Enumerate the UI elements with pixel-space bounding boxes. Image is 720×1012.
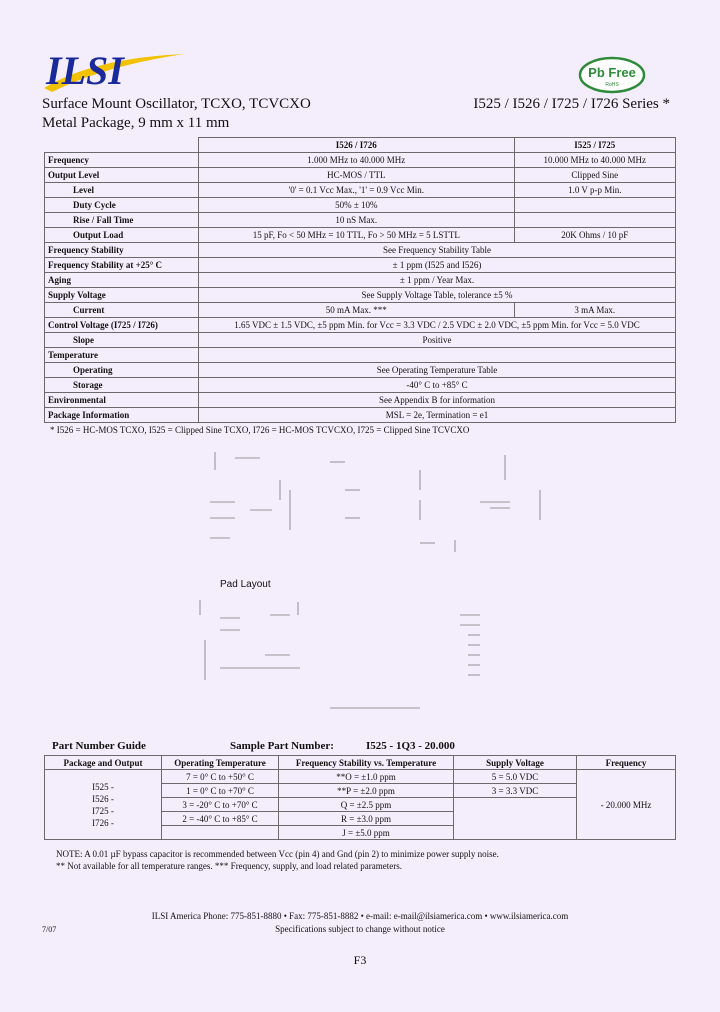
sample-part-number-label: Sample Part Number: [230, 740, 334, 752]
revision-date: 7/07 [42, 925, 57, 934]
pad-layout-label: Pad Layout [220, 579, 271, 590]
row-aging: Aging ± 1 ppm / Year Max. [45, 273, 676, 288]
pn-header-package: Package and Output [45, 756, 162, 770]
row-frequency-stability: Frequency Stability See Frequency Stability Table [45, 243, 676, 258]
row-frequency: Frequency 1.000 MHz to 40.000 MHz 10.000 MHz to 40.000 MHz [45, 153, 676, 168]
pb-free-text: Pb Free [588, 65, 636, 80]
row-control-voltage: Control Voltage (I725 / I726) 1.65 VDC ± 1.5 VDC, ±5 ppm Min. for Vcc = 3.3 VDC / 2.5 VDC ± 2.0 VDC, ±5 ppm Min. for Vcc = 5.0 VDC [45, 318, 676, 333]
title-line-2: Metal Package, 9 mm x 11 mm [42, 115, 230, 131]
sample-part-number-value: I525 - 1Q3 - 20.000 [366, 740, 455, 752]
pb-free-badge [578, 55, 646, 95]
spec-header-row [45, 138, 676, 153]
row-rise-fall: Rise / Fall Time 10 nS Max. [45, 213, 676, 228]
row-supply-voltage: Supply Voltage See Supply Voltage Table, tolerance ±5 % [45, 288, 676, 303]
pn-packages: I525 - I526 - I725 - I726 - [45, 770, 162, 840]
pn-header-frequency: Frequency [577, 756, 676, 770]
row-current: Current 50 mA Max. *** 3 mA Max. [45, 303, 676, 318]
footnote-series: * I526 = HC-MOS TCXO, I525 = Clipped Sine TCXO, I726 = HC-MOS TCVCXO, I725 = Clipped Sine TCVCXO [50, 425, 470, 435]
part-number-guide-title: Part Number Guide [52, 740, 146, 752]
row-output-level: Output Level HC-MOS / TTL Clipped Sine [45, 168, 676, 183]
series-title: I525 / I526 / I725 / I726 Series * [473, 96, 670, 112]
pn-row: 1 = 0° C to +70° C **P = ±2.0 ppm 3 = 3.3 VDC [45, 784, 676, 798]
row-slope: Slope Positive [45, 333, 676, 348]
row-storage: Storage -40° C to +85° C [45, 378, 676, 393]
row-level: Level '0' = 0.1 Vcc Max., '1' = 0.9 Vcc Min. 1.0 V p-p Min. [45, 183, 676, 198]
pn-frequency: - 20.000 MHz [577, 770, 676, 840]
spec-table [44, 137, 676, 423]
part-number-table [44, 755, 676, 840]
ilsi-logo [34, 48, 194, 96]
row-package-info: Package Information MSL = 2e, Termination = e1 [45, 408, 676, 423]
pn-row: J = ±5.0 ppm [45, 826, 676, 840]
note-availability: ** Not available for all temperature ranges. *** Frequency, supply, and load related parameters. [56, 861, 402, 871]
title-left [42, 95, 311, 133]
pn-row: I525 - I526 - I725 - I726 - 7 = 0° C to +50° C **O = ±1.0 ppm 5 = 5.0 VDC - 20.000 MHz [45, 770, 676, 784]
row-frequency-stability-25: Frequency Stability at +25° C ± 1 ppm (I525 and I526) [45, 258, 676, 273]
row-operating: Operating See Operating Temperature Table [45, 363, 676, 378]
footer-disclaimer: Specifications subject to change without notice [275, 924, 445, 934]
note-bypass: NOTE: A 0.01 µF bypass capacitor is recommended between Vcc (pin 4) and Gnd (pin 2) to minimize power supply noise. [56, 849, 499, 859]
pn-header-stability: Frequency Stability vs. Temperature [279, 756, 454, 770]
logo-text: ILSI [46, 48, 124, 93]
row-environmental: Environmental See Appendix B for information [45, 393, 676, 408]
pn-row: 3 = -20° C to +70° C Q = ±2.5 ppm [45, 798, 676, 812]
col-header-i526: I526 / I726 [199, 138, 515, 153]
row-output-load: Output Load 15 pF, Fo < 50 MHz = 10 TTL, Fo > 50 MHz = 5 LSTTL 20K Ohms / 10 pF [45, 228, 676, 243]
pn-header-temp: Operating Temperature [162, 756, 279, 770]
footer-contact: ILSI America Phone: 775-851-8880 • Fax: 775-851-8882 • e-mail: e-mail@ilsiamerica.com • www.ilsiamerica.com [151, 911, 569, 921]
col-header-i525: I525 / I725 [514, 138, 675, 153]
notes [56, 848, 499, 872]
row-duty-cycle: Duty Cycle 50% ± 10% [45, 198, 676, 213]
title-line-1: Surface Mount Oscillator, TCXO, TCVCXO [42, 96, 311, 112]
page-number: F3 [353, 953, 367, 967]
pn-row: 2 = -40° C to +85° C R = ±3.0 ppm [45, 812, 676, 826]
pn-header-row [45, 756, 676, 770]
rohs-text: RoHS [605, 82, 619, 88]
pn-header-voltage: Supply Voltage [454, 756, 577, 770]
row-temperature: Temperature [45, 348, 676, 363]
